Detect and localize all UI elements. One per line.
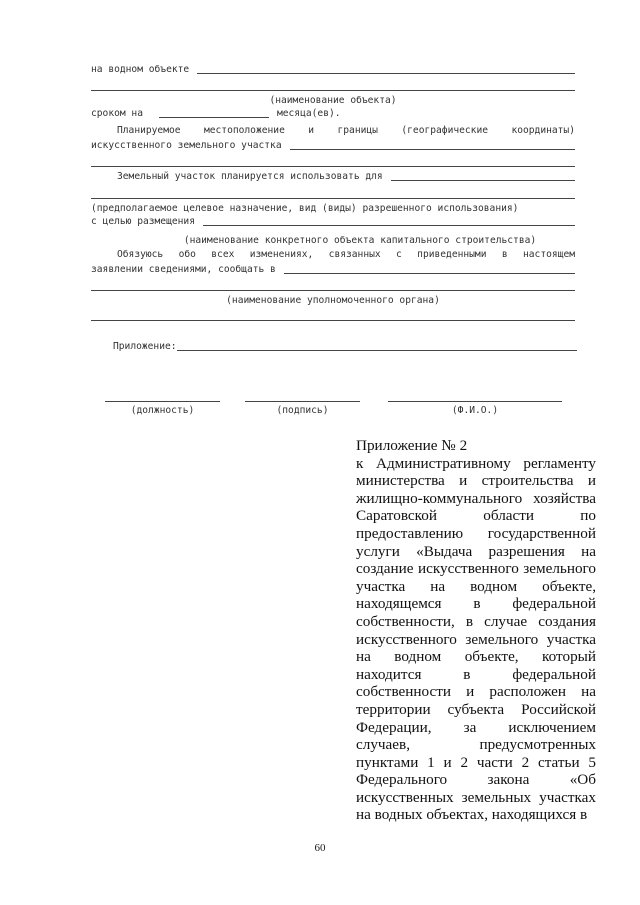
land-use-label: Земельный участок планируется использовать для (117, 171, 383, 182)
authority-field[interactable] (284, 273, 575, 274)
obligation-label-2: заявлении сведениями, сообщать в (91, 264, 276, 275)
full-name-caption: (Ф.И.О.) (451, 405, 499, 416)
term-row (91, 108, 391, 120)
purpose-label: с целью размещения (91, 216, 195, 227)
appendix-title: Приложение № 2 (356, 437, 468, 454)
position-field[interactable] (105, 401, 220, 402)
land-use-row (91, 171, 575, 183)
location-field-continued[interactable] (91, 166, 575, 167)
page-number: 60 (314, 842, 326, 854)
water-object-row (91, 64, 575, 76)
attachment-field[interactable] (177, 350, 577, 351)
signature-field[interactable] (245, 401, 360, 402)
object-name-field[interactable] (91, 90, 575, 91)
location-label-2: искусственного земельного участка (91, 140, 282, 151)
purpose-field[interactable] (203, 225, 575, 226)
position-caption: (должность) (130, 405, 195, 416)
obligation-row-2 (91, 264, 575, 276)
authority-caption: (наименование уполномоченного органа) (226, 295, 440, 306)
water-object-field[interactable] (197, 73, 575, 74)
signature-caption: (подпись) (276, 405, 329, 416)
appendix-block (356, 437, 596, 824)
location-line-1: Планируемое местоположение и границы (географические координаты) (117, 125, 575, 136)
purpose-row (91, 216, 575, 228)
land-use-field[interactable] (391, 180, 575, 181)
land-use-caption: (предполагаемое целевое назначение, вид (виды) разрешенного использования) (91, 203, 519, 214)
extra-blank-line[interactable] (91, 320, 575, 321)
land-use-field-continued[interactable] (91, 198, 575, 199)
term-suffix: месяца(ев). (276, 108, 341, 119)
object-caption: (наименование объекта) (269, 95, 397, 106)
full-name-field[interactable] (388, 401, 562, 402)
attachment-label: Приложение: (113, 341, 177, 352)
term-prefix: сроком на (91, 108, 143, 119)
obligation-line-1: Обязуюсь обо всех изменениях, связанных с приведенными в настоящем (117, 249, 575, 260)
location-field[interactable] (290, 149, 575, 150)
water-object-label: на водном объекте (91, 64, 190, 75)
location-row-2 (91, 140, 575, 152)
term-months-field[interactable] (159, 117, 269, 118)
authority-field-continued[interactable] (91, 290, 575, 291)
appendix-text: к Административному регламенту министерства и строительства и жилищно-коммунального хозяйства Саратовской области по предоставлению государственной услуги «Выдача разрешения на создание искусственного земельного участка на водном объекте, находящемся в федеральной собственности, в случае создания искусственного земельного участка на водном объекте, который находится в федеральной собственности и расположен на территории субъекта Российской Федерации, за исключением случаев, предусмотренных пунктами 1 и 2 части 2 статьи 5 Федерального закона «Об искусственных земельных участках на водных объектах, находящихся в (356, 454, 596, 824)
attachment-row (113, 341, 577, 353)
purpose-caption: (наименование конкретного объекта капитального строительства) (183, 235, 537, 246)
